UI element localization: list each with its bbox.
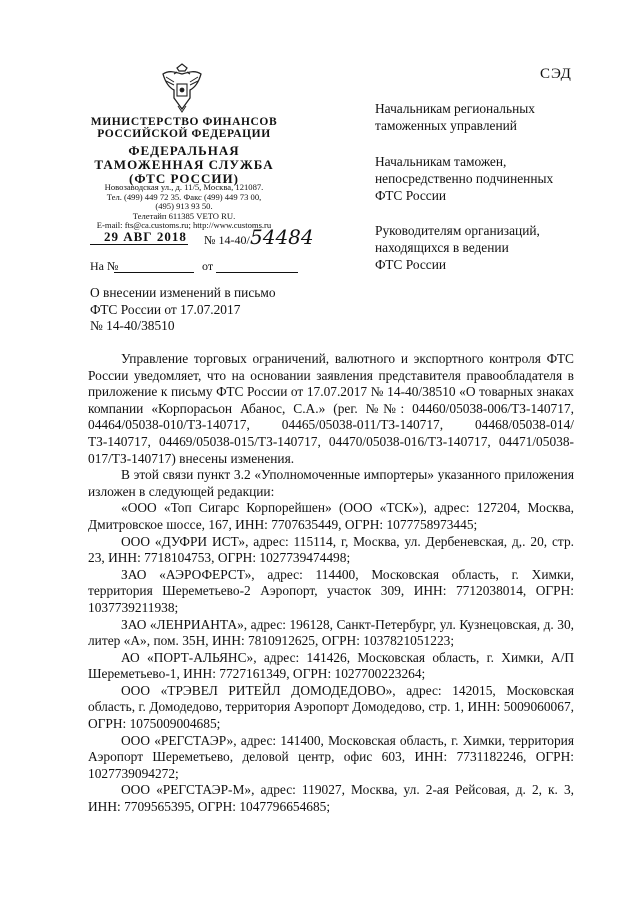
ministry-name xyxy=(90,116,278,140)
addressee-regional xyxy=(375,100,595,134)
body-paragraph: В этой связи пункт 3.2 «Уполномоченные импортеры» указанного приложения изложен в следующей редакции: xyxy=(88,467,574,499)
reference-date-blank xyxy=(216,272,298,273)
importer-entry: ООО «РЕГСТАЭР», адрес: 141400, Московская область, г. Химки, территория Аэропорт Шереметьево, деловой центр, офис 603, ИНН: 7731182246, ОГРН: 1027739094272; xyxy=(88,732,574,781)
addressee-line: Начальникам региональных xyxy=(375,101,535,116)
registration-number-handwritten: 54484 xyxy=(250,225,314,249)
contact-line: Тел. (499) 449 72 35. Факс (499) 449 73 00, xyxy=(106,191,262,202)
subject-line: О внесении изменений в письмо xyxy=(90,285,276,300)
service-line: (ФТС РОССИИ) xyxy=(129,171,239,186)
service-line: ФЕДЕРАЛЬНАЯ xyxy=(128,143,240,158)
ministry-line: МИНИСТЕРСТВО ФИНАНСОВ xyxy=(90,116,278,128)
contact-line: E-mail: fts@ca.customs.ru; http://www.customs.ru xyxy=(96,220,272,230)
subject-line: ФТС России от 17.07.2017 xyxy=(90,301,241,317)
addressee-line: Начальникам таможен, xyxy=(375,154,507,169)
addressee-line: Руководителям организаций, xyxy=(375,223,540,238)
coat-of-arms-icon xyxy=(160,62,204,114)
contact-line: Телетайп 611385 VETO RU. xyxy=(132,210,236,221)
importer-entry: ООО «РЕГСТАЭР-М», адрес: 119027, Москва, ул. 2-ая Рейсовая, д. 2, к. 3, ИНН: 7709565395, ОГРН: 1047796654685; xyxy=(88,782,574,815)
importer-entry: «ООО «Топ Сигарс Корпорейшен» (ООО «ТСК»), адрес: 127204, Москва, Дмитровское шоссе, 167, ИНН: 7707635449, ОГРН: 1077758973445; xyxy=(88,500,574,532)
importer-entry: ЗАО «АЭРОФЕРСТ», адрес: 114400, Московская область, г. Химки, территория Шереметьево-2 Аэропорт, участок 309, ИНН: 7712038014, ОГРН: 1037739211938; xyxy=(88,566,574,615)
date-underline xyxy=(90,244,188,245)
importer-entry: АО «ПОРТ-АЛЬЯНС», адрес: 141426, Московская область, г. Химки, А/П Шереметьево-1, ИНН: 7727161349, ОГРН: 1027700223264; xyxy=(88,649,574,682)
addressee-line: таможенных управлений xyxy=(375,118,517,133)
addressee-line: ФТС России xyxy=(375,257,447,272)
importer-entry: ЗАО «ЛЕНРИАНТА», адрес: 196128, Санкт-Петербург, ул. Кузнецовская, д. 30, литер «А», пом. 35Н, ИНН: 7810912625, ОГРН: 1037821051223; xyxy=(88,616,574,649)
service-line: ТАМОЖЕННАЯ СЛУЖБА xyxy=(94,157,274,172)
addressee-line: находящихся в ведении xyxy=(375,240,509,255)
letter-subject xyxy=(90,285,310,335)
reference-number-label: На № xyxy=(90,259,119,273)
letter-body xyxy=(88,351,574,816)
reference-number-blank xyxy=(114,272,194,273)
ministry-line: РОССИЙСКОЙ ФЕДЕРАЦИИ xyxy=(97,128,271,140)
importer-entry: ООО «ДУФРИ ИСТ», адрес: 115114, г, Москва, ул. Дербеневская, д,. 20, стр. 23, ИНН: 7718104753, ОГРН: 1027739474498; xyxy=(88,533,574,566)
addressee-organizations xyxy=(375,222,595,273)
addressee-line: ФТС России xyxy=(375,188,447,203)
importer-entry: ООО «ТРЭВЕЛ РИТЕЙЛ ДОМОДЕДОВО», адрес: 142015, Московская область, г. Домодедово, территория Аэропорт Домодедово, стр. 1, ИНН: 5009060067, ОГРН: 1075009004685; xyxy=(88,682,574,732)
service-name xyxy=(90,144,278,186)
addressee-customs xyxy=(375,153,595,204)
body-paragraph: Управление торговых ограничений, валютного и экспортного контроля ФТС России уведомляет, что на основании заявления представителя правообладателя в приложение к письму ФТС России от 17.07.2017 № 14-40/38510 «О товарных знаках компании «Корпорасьон Абанос, С.А.» (рег. №№: 04460/05038-006/ТЗ-140717, 04464/05038-010/ТЗ-140717, 04465/05038-011/ТЗ-140717, 04468/05038-014/ТЗ-140717, 04469/05038-015/ТЗ-140717, 04470/05038-016/ТЗ-140717, 04471/05038-017/ТЗ-140717) внесены изменения. xyxy=(88,351,574,466)
addressee-line: непосредственно подчиненных xyxy=(375,171,554,186)
sed-mark: СЭД xyxy=(540,66,572,82)
reference-date-label: от xyxy=(202,259,214,273)
contact-line: (495) 913 93 50. xyxy=(155,201,213,211)
contact-block xyxy=(90,183,278,231)
contact-line: Новозаводская ул., д. 11/5, Москва, 121087. xyxy=(104,182,264,192)
registration-date: 29 АВГ 2018 xyxy=(104,229,187,244)
subject-line: № 14-40/38510 xyxy=(90,318,175,333)
registration-number-prefix: № 14-40/ xyxy=(204,233,250,247)
